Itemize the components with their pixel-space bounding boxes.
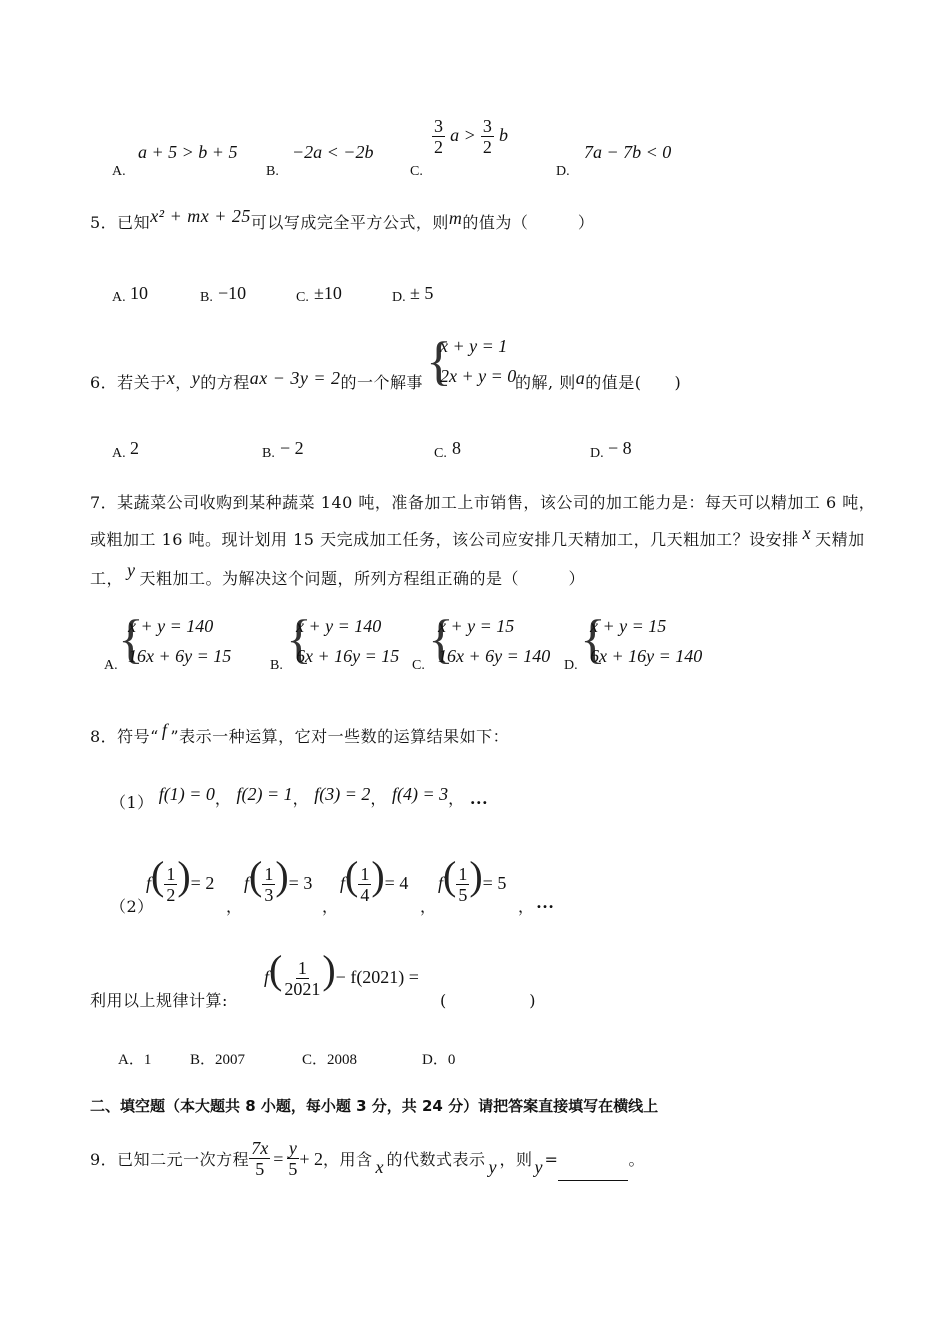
q6-option-c-label: C.: [434, 446, 447, 461]
q5-option-b-val: −10: [218, 283, 247, 303]
q6-option-b-label: B.: [262, 446, 275, 461]
q8-row2-item-1: f( $\frac{1}{2}$ )= 2: [146, 853, 215, 905]
q6-option-a-label: A.: [112, 446, 126, 461]
q8-row2-item-2: f( $\frac{1}{3}$ )= 3: [244, 853, 313, 905]
q4-option-a-label: A.: [112, 164, 126, 179]
q4-option-d-label: D.: [556, 164, 570, 179]
q8-stem: 8．符号“ f ”表示一种运算，它对一些数的运算结果如下：: [90, 720, 510, 746]
q6-option-d-val: − 8: [608, 438, 632, 458]
q4-option-b-label: B.: [266, 164, 279, 179]
q8-row2-item-4: f( $\frac{1}{5}$ )= 5: [438, 853, 507, 905]
q7-option-c-brace: {: [428, 609, 454, 669]
q8-row-1: （1） f(1) = 0， f(2) = 1， f(3) = 2， f(4) = 3， …: [110, 784, 488, 812]
q6-option-b-val: − 2: [280, 438, 304, 458]
q9-stem: 9．已知二元一次方程 $\frac{7x}{5}$ = $\frac{y}{5}$ + 2，用含 x 的代数式表示 y ，则 y = 。: [90, 1138, 645, 1179]
q4-option-b-expr: −2a < −2b: [292, 142, 374, 162]
q7-option-a-brace: {: [118, 609, 144, 669]
q6-options: [0, 436, 950, 466]
q7-options: [0, 610, 950, 680]
q4-option-d-expr: 7a − 7b < 0: [584, 142, 672, 162]
q5-options: [0, 280, 950, 310]
q7-option-d-eq1: x + y = 15: [590, 616, 667, 636]
q5-option-b-label: B.: [200, 290, 213, 305]
q7-option-d-label: D.: [564, 658, 578, 673]
q7-option-b-eq1: x + y = 140: [296, 616, 382, 636]
q4-options: [0, 116, 950, 190]
q7-option-a-label: A.: [104, 658, 118, 673]
q6-option-d-label: D.: [590, 446, 604, 461]
q6-system-brace: {: [426, 331, 452, 391]
q7-option-b-brace: {: [286, 609, 312, 669]
q6-system-eq1: x + y = 1: [440, 336, 508, 356]
q6-system-eq2: 2x + y = 0: [440, 366, 517, 386]
q8-option-c: C．2008: [302, 1052, 358, 1068]
q8-option-d: D．0: [422, 1052, 456, 1068]
q4-option-a-expr: a + 5 > b + 5: [138, 142, 238, 162]
q7-line-2: 或粗加工 16 吨。现计划用 15 天完成加工任务，该公司应安排几天精加工，几天粗加工？设安排 x 天精加: [90, 523, 865, 549]
q7-option-c-label: C.: [412, 658, 425, 673]
q6-stem: 6．若关于x，y的方程ax − 3y = 2的一个解事 的解, 则a的值是( ): [90, 368, 682, 392]
q6-option-a-val: 2: [130, 438, 139, 458]
q7-option-c-eq1: x + y = 15: [438, 616, 515, 636]
q7-option-c-eq2: 16x + 6y = 140: [438, 646, 551, 666]
q5-option-c-val: ±10: [314, 283, 342, 303]
q5-stem: 5．已知x² + mx + 25可以写成完全平方公式，则m的值为（ ）: [90, 206, 595, 232]
q7-option-d-eq2: 6x + 16y = 140: [590, 646, 703, 666]
q5-option-d-val: ± 5: [410, 283, 434, 303]
q7-option-d-brace: {: [580, 609, 606, 669]
q9-answer-blank[interactable]: [558, 1164, 628, 1181]
q8-row2-item-3: f( $\frac{1}{4}$ )= 4: [340, 853, 409, 905]
q4-option-c-expr: $\frac{3}{2}$ a > $\frac{3}{2}$ b: [434, 116, 508, 157]
q8-calc-expr: f( $\frac{1}{2021}$ )− f(2021) =: [264, 947, 419, 999]
section-2-heading: 二、填空题（本大题共 8 小题，每小题 3 分，共 24 分）请把答案直接填写在横线上: [90, 1097, 659, 1115]
q6-option-c-val: 8: [452, 438, 461, 458]
q7-line-1: 7．某蔬菜公司收购到某种蔬菜 140 吨，准备加工上市销售，该公司的加工能力是：每天可以精加工 6 吨，: [90, 493, 876, 512]
q8-calc: 利用以上规律计算: f( $\frac{1}{2021}$ )− f(2021) = ( ): [90, 947, 536, 1010]
q8-option-b: B．2007: [190, 1052, 246, 1068]
q7-line-3: 工， y 天粗加工。为解决这个问题，所列方程组正确的是（ ）: [90, 560, 586, 588]
q7-option-a-eq1: x + y = 140: [128, 616, 214, 636]
q5-option-d-label: D.: [392, 290, 406, 305]
q5-option-a-label: A.: [112, 290, 126, 305]
q4-option-c-label: C.: [410, 164, 423, 179]
q7-option-a-eq2: 16x + 6y = 15: [128, 646, 232, 666]
q5-option-a-val: 10: [130, 283, 148, 303]
q5-expr: x² + mx + 25: [150, 206, 251, 226]
q7-option-b-label: B.: [270, 658, 283, 673]
q5-option-c-label: C.: [296, 290, 309, 305]
q8-options: [0, 1048, 950, 1072]
q8-option-a: A．1: [118, 1052, 152, 1068]
q7-option-b-eq2: 6x + 16y = 15: [296, 646, 400, 666]
